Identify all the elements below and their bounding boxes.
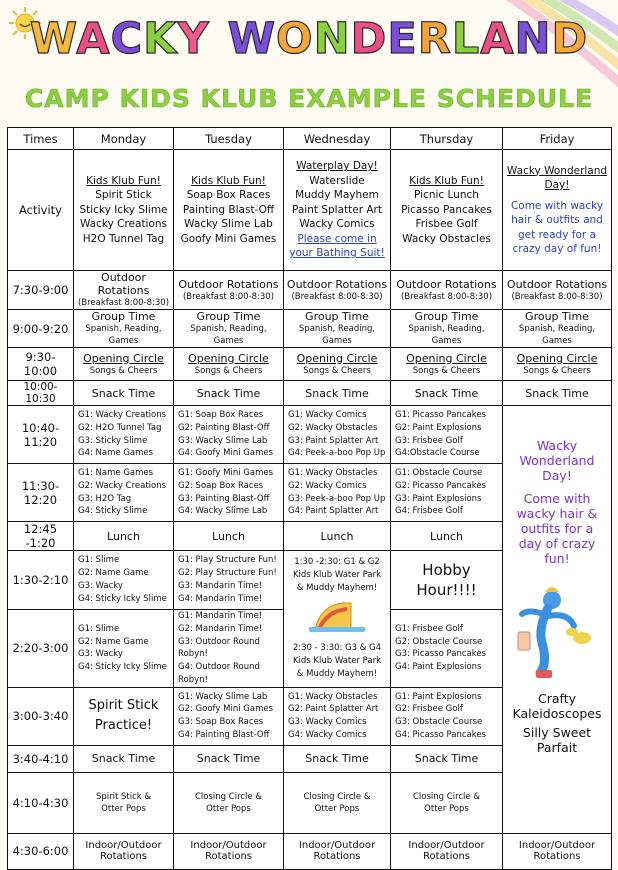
time-cell: 2:20-3:00 <box>8 610 74 688</box>
schedule-cell <box>74 772 174 833</box>
group-item: G1: Paint Explosions <box>395 691 482 702</box>
schedule-cell: Snack Time <box>391 745 503 772</box>
time-cell: 9:00-9:20 <box>8 310 74 348</box>
title-letter: A <box>76 14 111 64</box>
cell-line: Closing Circle & <box>413 791 480 802</box>
activity-item: Sticky Icky Slime <box>79 203 168 216</box>
activity-note: Come with wacky hair & outfits and get ready for a crazy day of fun! <box>510 199 604 255</box>
cell-line: Rotations <box>313 851 361 863</box>
table-header-row <box>8 128 612 150</box>
cell-line: Closing Circle & <box>195 791 262 802</box>
activity-item: Painting Blast-Off <box>182 203 275 216</box>
schedule-cell: Snack Time <box>391 381 503 406</box>
cell-main: Outdoor Rotations <box>396 277 497 291</box>
cell-sub: Spanish, Reading, Games <box>85 324 162 346</box>
group-item: G1: Slime <box>78 623 120 634</box>
time-cell: 3:40-4:10 <box>8 745 74 772</box>
friday-block-note: Come with wacky hair & outfits for a day of crazy fun! <box>516 491 598 566</box>
group-cell <box>284 687 391 745</box>
col-times: Times <box>8 128 74 150</box>
schedule-cell <box>284 348 391 381</box>
cell-sub: Songs & Cheers <box>303 365 371 376</box>
waterpark-line: Kids Klub Water Park <box>292 656 382 667</box>
time-cell: 12:45 -1:20 <box>8 522 74 551</box>
time-cell: 10:00-10:30 <box>8 381 74 406</box>
schedule-cell: Lunch <box>74 522 174 551</box>
cell-line: Otter Pops <box>101 803 146 814</box>
schedule-cell: Lunch <box>391 522 503 551</box>
group-item: G2: Play Structure Fun! <box>178 568 277 579</box>
title-letter: A <box>480 14 515 64</box>
table-row <box>8 381 612 406</box>
time-cell: 4:30-6:00 <box>8 833 74 869</box>
group-cell <box>74 610 174 688</box>
group-item: G4: Name Games <box>78 448 154 459</box>
group-cell <box>391 464 503 522</box>
activity-wednesday <box>284 150 391 271</box>
cell-main: Outdoor Rotations <box>506 277 608 291</box>
group-item: G4: Wacky Slime Lab <box>178 506 268 517</box>
group-item: G2: Soap Box Races <box>178 480 264 491</box>
group-item: G4:Obstacle Course <box>395 448 480 459</box>
cell-line: Indoor/Outdoor <box>518 840 596 852</box>
time-cell: 3:00-3:40 <box>8 687 74 745</box>
group-item: G1: Name Games <box>78 467 154 478</box>
group-cell <box>391 406 503 464</box>
activity-item: Spirit Stick <box>95 189 152 202</box>
friday-block-title: Wacky Wonderland Day! <box>519 438 595 483</box>
schedule-cell <box>391 772 503 833</box>
activity-item: Wacky Creations <box>79 218 168 231</box>
activity-item: Soap Box Races <box>186 189 271 202</box>
schedule-cell <box>284 833 391 869</box>
activity-item: Frisbee Golf <box>415 218 478 231</box>
time-cell: Activity <box>8 150 74 271</box>
cell-main: Outdoor Rotations <box>97 271 150 297</box>
friday-special-block <box>503 406 612 834</box>
cell-line: Indoor/Outdoor <box>85 840 162 852</box>
cell-main: Opening Circle <box>516 351 598 365</box>
schedule-cell: Snack Time <box>74 381 174 406</box>
schedule-cell <box>284 772 391 833</box>
activity-item: Waterslide <box>309 174 365 187</box>
cell-main: Group Time <box>196 310 261 323</box>
group-item: G3: Obstacle Course <box>395 717 483 728</box>
activity-item: H2O Tunnel Tag <box>82 232 165 245</box>
cell-sub: Songs & Cheers <box>89 365 158 376</box>
activity-item: Picasso Pancakes <box>401 203 492 216</box>
group-item: G4: Sticky Slime <box>78 506 148 517</box>
cell-sub: Spanish, Reading, Games <box>298 324 376 346</box>
schedule-table <box>7 127 612 870</box>
group-cell <box>284 464 391 522</box>
cell-line: Rotations <box>99 851 148 863</box>
group-item: G2: Picasso Pancakes <box>395 480 487 491</box>
group-cell <box>74 464 174 522</box>
group-item: G4: Peek-a-boo Pop Up <box>288 448 386 459</box>
activity-item: Wacky Obstacles <box>402 232 491 245</box>
group-item: G2: Goofy Mini Games <box>178 704 274 715</box>
cell-sub: Spanish, Reading, Games <box>190 324 267 346</box>
activity-item: Wacky Comics <box>299 218 375 231</box>
group-item: G3: Wacky <box>78 649 123 660</box>
cell-main: Opening Circle <box>188 351 269 365</box>
cell-sub: (Breakfast 8:00-8:30) <box>182 291 275 302</box>
schedule-cell <box>503 310 612 348</box>
group-item: G1: Mandarin Time! <box>178 611 263 621</box>
activity-note: Please come in your Bathing Suit! <box>289 232 385 260</box>
cell-main: Opening Circle <box>296 351 378 365</box>
activity-monday <box>74 150 174 271</box>
waterpark-cell <box>284 551 391 688</box>
cell-line: Rotations <box>533 851 581 863</box>
group-item: G3: H2O Tag <box>78 493 132 504</box>
activity-heading: Wacky Wonderland Day! <box>506 164 608 191</box>
group-item: G3: Frisbee Golf <box>395 435 463 446</box>
spirit-stick-cell: Spirit Stick Practice! <box>74 687 174 745</box>
title-letter: E <box>387 14 418 64</box>
hobby-hour-cell: Hobby Hour!!!! <box>391 551 503 610</box>
schedule-cell: Lunch <box>174 522 284 551</box>
time-cell: 10:40-11:20 <box>8 406 74 464</box>
schedule-cell <box>174 348 284 381</box>
schedule-cell <box>503 271 612 310</box>
schedule-cell <box>174 310 284 348</box>
group-cell <box>74 551 174 610</box>
time-cell: 1:30-2:10 <box>8 551 74 610</box>
group-item: G3: Paint Splatter Art <box>288 435 379 446</box>
page-subtitle: CAMP KIDS KLUB EXAMPLE SCHEDULE <box>24 84 594 113</box>
time-cell: 11:30-12:20 <box>8 464 74 522</box>
activity-item: Picnic Lunch <box>414 189 479 202</box>
cell-main: Group Time <box>414 310 479 323</box>
group-item: G4: Paint Splatter Art <box>288 506 379 517</box>
group-item: G3: Mandarin Time! <box>178 581 263 591</box>
schedule-cell: Snack Time <box>74 745 174 772</box>
schedule-cell <box>391 271 503 310</box>
group-item: G1: Wacky Slime Lab <box>178 691 268 702</box>
title-letter: R <box>417 14 452 64</box>
page-title <box>0 14 618 64</box>
cell-line: Indoor/Outdoor <box>298 840 376 852</box>
group-item: G1: Wacky Obstacles <box>288 467 378 478</box>
group-item: G2: Paint Splatter Art <box>288 704 379 715</box>
col-friday: Friday <box>503 128 612 150</box>
schedule-cell <box>74 271 174 310</box>
title-letter: W <box>227 14 277 64</box>
group-item: G2: Mandarin Time! <box>178 623 263 634</box>
col-thursday: Thursday <box>391 128 503 150</box>
group-item: G2: Name Game <box>78 636 149 647</box>
group-cell <box>174 610 284 688</box>
cell-line: Indoor/Outdoor <box>190 840 267 852</box>
group-item: G4: Goofy Mini Games <box>178 448 274 459</box>
col-wednesday: Wednesday <box>284 128 391 150</box>
friday-block-item: Crafty Kaleidoscopes <box>512 691 602 721</box>
group-item: G1: Play Structure Fun! <box>178 555 277 566</box>
group-item: G1: Frisbee Golf <box>395 623 463 634</box>
cell-sub: (Breakfast 8:00-8:30) <box>511 291 603 302</box>
waterpark-line: 1:30 -2:30: G1 & G2 <box>294 557 380 568</box>
waterpark-line: & Muddy Mayhem! <box>296 669 378 680</box>
schedule-cell <box>284 310 391 348</box>
cell-sub: (Breakfast 8:00-8:30) <box>400 291 493 302</box>
schedule-cell: Snack Time <box>284 381 391 406</box>
cell-main: Outdoor Rotations <box>178 277 279 291</box>
waterpark-line: Kids Klub Water Park <box>292 570 382 581</box>
group-cell <box>174 687 284 745</box>
schedule-cell: Snack Time <box>174 745 284 772</box>
time-cell: 9:30-10:00 <box>8 348 74 381</box>
cell-main: Group Time <box>91 310 156 323</box>
title-letter: N <box>313 14 351 64</box>
group-item: G3: Wacky Comics <box>288 717 367 728</box>
group-item: G3: Picasso Pancakes <box>395 649 487 660</box>
schedule-cell <box>174 772 284 833</box>
activity-thursday <box>391 150 503 271</box>
cell-sub: Songs & Cheers <box>194 365 263 376</box>
group-item: G4: Paint Explosions <box>395 662 482 673</box>
activity-item: Muddy Mayhem <box>295 189 379 202</box>
group-item: G1: Soap Box Races <box>178 409 264 420</box>
cell-main: Opening Circle <box>83 351 164 365</box>
group-item: G4: Sticky Icky Slime <box>78 593 167 604</box>
cell-line: Rotations <box>204 851 253 863</box>
group-item: G2: H2O Tunnel Tag <box>78 422 162 433</box>
activity-heading: Waterplay Day! <box>296 160 378 173</box>
group-item: G2: Painting Blast-Off <box>178 422 270 433</box>
group-item: G2: Wacky Obstacles <box>288 422 378 433</box>
group-item: G1: Wacky Comics <box>288 409 367 420</box>
group-cell <box>74 406 174 464</box>
activity-heading: Kids Klub Fun! <box>409 174 484 187</box>
group-item: G4: Frisbee Golf <box>395 506 463 517</box>
col-monday: Monday <box>74 128 174 150</box>
time-cell: 7:30-9:00 <box>8 271 74 310</box>
title-letter: O <box>276 14 314 64</box>
activity-friday <box>503 150 612 271</box>
group-item: G3: Peek-a-boo Pop Up <box>288 493 386 504</box>
activity-tuesday <box>174 150 284 271</box>
cell-line: Otter Pops <box>314 803 360 814</box>
activity-heading: Kids Klub Fun! <box>191 174 266 187</box>
cell-sub: Songs & Cheers <box>412 365 481 376</box>
cell-line: Otter Pops <box>206 803 251 814</box>
title-letter: Y <box>177 14 210 64</box>
group-item: G3: Sticky Slime <box>78 435 148 446</box>
activity-heading: Kids Klub Fun! <box>86 174 161 187</box>
cell-sub: Spanish, Reading, Games <box>408 324 485 346</box>
group-item: G3: Paint Explosions <box>395 493 482 504</box>
group-item: G2: Obstacle Course <box>395 636 483 647</box>
group-item: G4: Wacky Comics <box>288 730 367 741</box>
group-item: G3: Soap Box Races <box>178 717 264 728</box>
group-cell <box>391 610 503 688</box>
group-item: G4: Outdoor Round Robyn! <box>178 662 260 685</box>
title-letter: C <box>110 14 144 64</box>
waterslide-illustration <box>307 599 367 633</box>
cell-main: Opening Circle <box>406 351 487 365</box>
group-item: G3: Wacky Slime Lab <box>178 435 268 446</box>
cell-sub: Songs & Cheers <box>523 365 591 376</box>
group-item: G1: Slime <box>78 555 120 566</box>
cell-line: Otter Pops <box>424 803 469 814</box>
schedule-cell <box>74 348 174 381</box>
group-item: G3: Painting Blast-Off <box>178 493 270 504</box>
cell-main: Outdoor Rotations <box>286 277 388 291</box>
schedule-cell <box>284 271 391 310</box>
schedule-cell <box>174 833 284 869</box>
group-item: G1: Wacky Creations <box>78 409 167 420</box>
group-item: G2: Name Game <box>78 568 149 579</box>
table-row <box>8 271 612 310</box>
group-item: G2: Frisbee Golf <box>395 704 463 715</box>
title-letter: D <box>551 14 589 64</box>
schedule-cell <box>391 348 503 381</box>
schedule-cell <box>174 271 284 310</box>
table-row <box>8 310 612 348</box>
cell-line: Spirit Stick & <box>95 791 152 802</box>
group-cell <box>284 406 391 464</box>
group-item: G4: Sticky Icky Slime <box>78 662 167 673</box>
activity-item: Wacky Slime Lab <box>184 218 273 231</box>
schedule-cell: Snack Time <box>284 745 391 772</box>
schedule-cell <box>391 833 503 869</box>
time-cell: 4:10-4:30 <box>8 772 74 833</box>
schedule-cell <box>503 348 612 381</box>
schedule-cell: Snack Time <box>503 381 612 406</box>
group-item: G1: Goofy Mini Games <box>178 467 274 478</box>
schedule-cell: Lunch <box>284 522 391 551</box>
schedule-cell <box>503 833 612 869</box>
friday-block-item: Silly Sweet Parfait <box>522 725 592 755</box>
cell-sub: Spanish, Reading, Games <box>518 324 596 346</box>
group-cell <box>174 551 284 610</box>
title-letter: N <box>514 14 552 64</box>
schedule-cell: Snack Time <box>174 381 284 406</box>
group-item: G1: Wacky Obstacles <box>288 691 378 702</box>
group-item: G2: Paint Explosions <box>395 422 482 433</box>
group-cell <box>391 687 503 745</box>
schedule-cell <box>391 310 503 348</box>
title-letter: K <box>143 14 178 64</box>
title-letter: L <box>451 14 481 64</box>
waterpark-line: & Muddy Mayhem! <box>296 583 378 594</box>
cell-sub: (Breakfast 8:00-8:30) <box>77 298 170 308</box>
table-row <box>8 150 612 271</box>
cell-line: Rotations <box>422 851 471 863</box>
table-row <box>8 348 612 381</box>
group-item: G3: Outdoor Round Robyn! <box>178 636 260 660</box>
title-letter: W <box>29 14 77 64</box>
col-tuesday: Tuesday <box>174 128 284 150</box>
group-cell <box>174 464 284 522</box>
group-item: G4: Painting Blast-Off <box>178 730 270 741</box>
table-row <box>8 833 612 869</box>
table-row <box>8 406 612 464</box>
group-item: G2: Wacky Comics <box>288 480 367 491</box>
cell-sub: (Breakfast 8:00-8:30) <box>291 291 383 302</box>
group-item: G2: Wacky Creations <box>78 480 167 491</box>
activity-item: Goofy Mini Games <box>180 232 277 245</box>
cell-main: Group Time <box>525 310 589 323</box>
group-cell <box>174 406 284 464</box>
air-dancer-illustration <box>512 580 602 680</box>
group-item: G1: Obstacle Course <box>395 467 483 478</box>
schedule-cell <box>74 833 174 869</box>
group-item: G4: Mandarin Time! <box>178 593 263 604</box>
cell-main: Group Time <box>305 310 369 323</box>
group-item: G4: Picasso Pancakes <box>395 730 487 741</box>
group-item: G3: Wacky <box>78 581 123 591</box>
cell-line: Indoor/Outdoor <box>408 840 485 852</box>
waterpark-line: 2:30 - 3:30: G3 & G4 <box>292 643 382 654</box>
title-letter: D <box>350 14 388 64</box>
group-item: G1: Picasso Pancakes <box>395 409 487 420</box>
schedule-cell <box>74 310 174 348</box>
cell-line: Closing Circle & <box>303 791 371 802</box>
activity-item: Paint Splatter Art <box>292 203 382 216</box>
